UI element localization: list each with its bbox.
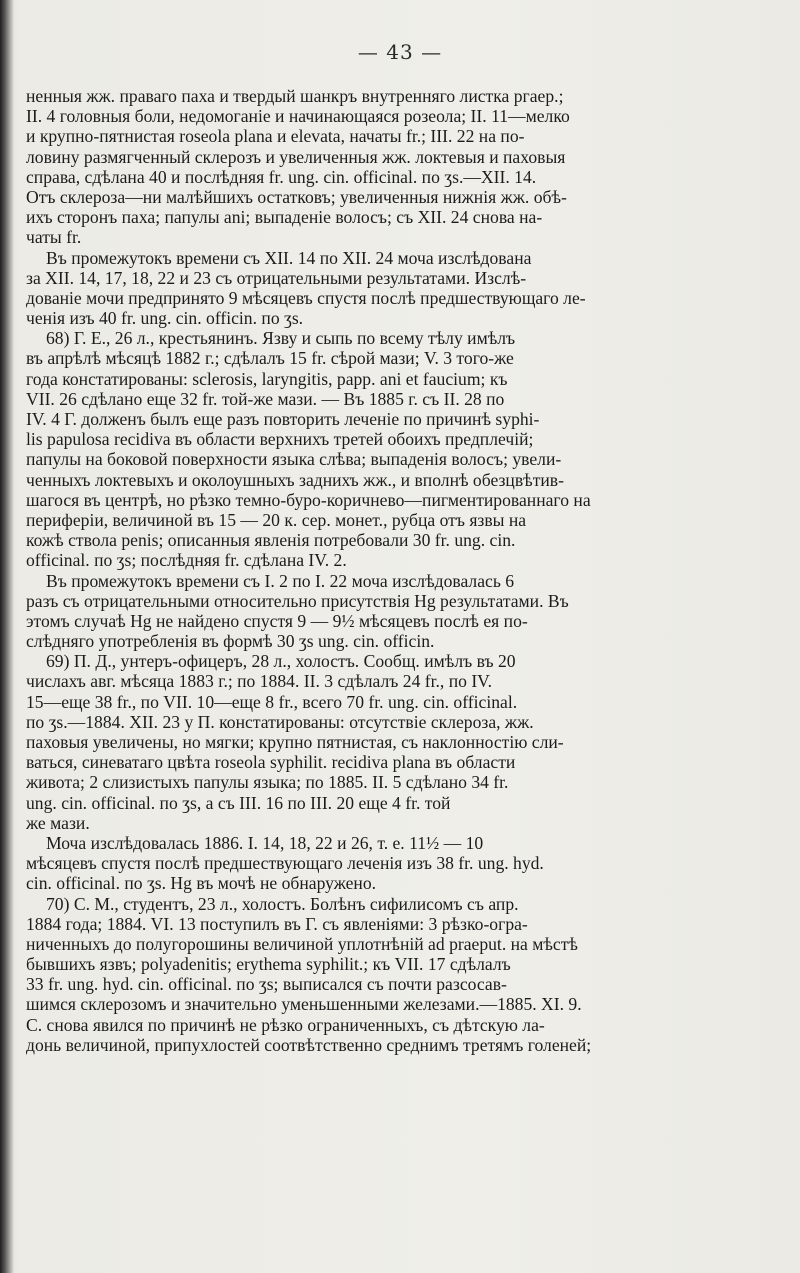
text-line: 69) П. Д., унтеръ-офицеръ, 28 л., холостъ. Сообщ. имѣлъ въ 20 [46, 651, 516, 672]
text-line: въ апрѣлѣ мѣсяцѣ 1882 г.; сдѣлалъ 15 fr. сѣрой мази; V. 3 того-же [26, 348, 514, 369]
page-number: — 43 — [357, 40, 443, 64]
text-line: Моча изслѣдовалась 1886. I. 14, 18, 22 и 26, т. е. 11½ — 10 [46, 832, 484, 853]
text-line: VII. 26 сдѣлано еще 32 fr. той-же мази. — Въ 1885 г. съ II. 28 по [26, 388, 505, 409]
text-line: lis papulosa recidiva въ области верхнихъ третей обоихъ предплечій; [26, 429, 534, 450]
text-line: ung. cin. officinal. по ʒs, а съ III. 16 по III. 20 еще 4 fr. той [26, 792, 451, 813]
text-line: дованіе мочи предпринято 9 мѣсяцевъ спустя послѣ предшествующаго ле- [26, 287, 586, 308]
text-line: ловину размягченный склерозъ и увеличенныя жж. локтевыя и паховыя [26, 146, 566, 167]
text-line: периферіи, величиной въ 15 — 20 к. сер. монет., рубца отъ язвы на [26, 509, 527, 530]
text-line: бывшихъ язвъ; polyadenitis; erythema syphilit.; къ VII. 17 сдѣлалъ [26, 954, 511, 975]
text-line: паховыя увеличены, но мягки; крупно пятнистая, съ наклонностію сли- [26, 732, 564, 752]
text-line: ниченныхъ до полугорошины величиной уплотнѣній ad praeput. на мѣстѣ [26, 933, 578, 954]
text-line: IV. 4 Г. долженъ былъ еще разъ повторить леченіе по причинѣ syphi- [26, 409, 540, 429]
text-line: донь величиной, припухлостей соотвѣтственно среднимъ третямъ голеней; [26, 1034, 592, 1055]
page-binding-edge [0, 0, 14, 1273]
text-line: Въ промежутокъ времени съ XII. 14 по XII. 24 моча изслѣдована [46, 247, 532, 268]
text-line: 70) С. М., студентъ, 23 л., холостъ. Болѣнъ сифилисомъ съ апр. [46, 893, 519, 914]
text-line: слѣдняго употребленія въ формѣ 30 ʒs ung. cin. officin. [26, 631, 435, 652]
text-line: 68) Г. Е., 26 л., крестьянинъ. Язву и сыпь по всему тѣлу имѣлъ [46, 328, 516, 349]
text-line: этомъ случаѣ Hg не найдено спустя 9 — 9½ мѣсяцевъ послѣ ея по- [26, 610, 528, 631]
text-line: officinal. по ʒs; послѣдняя fr. сдѣлана IV. 2. [26, 550, 347, 571]
text-line: ваться, синеватаго цвѣта roseola syphilit. recidiva plana въ области [26, 752, 516, 773]
text-line: ченныхъ локтевыхъ и околоушныхъ заднихъ жж., и вполнѣ обезцвѣтив- [26, 469, 564, 490]
text-line: за XII. 14, 17, 18, 22 и 23 съ отрицательными результатами. Изслѣ- [26, 267, 527, 288]
text-line: года констатированы: sclerosis, laryngitis, papp. ani et faucium; къ [26, 368, 508, 389]
text-line: ченія изъ 40 fr. ung. cin. officin. по ʒs. [26, 308, 304, 329]
body-text [26, 86, 772, 1055]
text-line: 1884 года; 1884. VI. 13 поступилъ въ Г. съ явленіями: 3 рѣзко-огра- [26, 913, 528, 934]
text-line: cin. officinal. по ʒs. Hg въ мочѣ не обнаружено. [26, 873, 377, 894]
text-line: 15—еще 38 fr., по VII. 10—еще 8 fr., всего 70 fr. ung. cin. officinal. [26, 691, 518, 712]
text-line: II. 4 головныя боли, недомоганіе и начинающаяся розеола; II. 11—мелко [26, 106, 570, 127]
text-line: разъ съ отрицательными относительно присутствія Hg результатами. Въ [26, 590, 569, 611]
text-line: числахъ авг. мѣсяца 1883 г.; по 1884. II. 3 сдѣлалъ 24 fr., по IV. [26, 671, 493, 692]
text-line: живота; 2 слизистыхъ папулы языка; по 1885. II. 5 сдѣлано 34 fr. [26, 772, 509, 793]
text-line: 33 fr. ung. hyd. cin. officinal. по ʒs; выписался съ почти разсосав- [26, 974, 507, 995]
text-line: мѣсяцевъ спустя послѣ предшествующаго леченія изъ 38 fr. ung. hyd. [26, 853, 544, 874]
text-line: Отъ склероза—ни малѣйшихъ остатковъ; увеличенныя нижнія жж. обѣ- [26, 186, 567, 207]
text-line: и крупно-пятнистая roseola plana и elevata, начаты fr.; III. 22 на по- [26, 126, 525, 147]
text-line: чаты fr. [26, 227, 82, 248]
text-line: справа, сдѣлана 40 и послѣдняя fr. ung. cin. officinal. по ʒs.—XII. 14. [26, 166, 537, 187]
text-line: кожѣ ствола penis; описанныя явленія потребовали 30 fr. ung. cin. [26, 530, 516, 551]
text-line: шагося въ центрѣ, но рѣзко темно-буро-коричнево—пигментированнаго на [26, 489, 591, 510]
text-line: ихъ сторонъ паха; папулы ani; выпаденіе волосъ; съ XII. 24 снова на- [26, 207, 543, 228]
text-line: ненныя жж. праваго паха и твердый шанкръ внутренняго листка ргаер.; [26, 86, 564, 106]
text-line: Въ промежутокъ времени съ I. 2 по I. 22 моча изслѣдовалась 6 [46, 570, 515, 591]
text-line: папулы на боковой поверхности языка слѣва; выпаденія волосъ; увели- [26, 449, 562, 470]
text-line: шимся склерозомъ и значительно уменьшенными железами.—1885. XI. 9. [26, 994, 582, 1015]
text-line: по ʒs.—1884. XII. 23 у П. констатированы: отсутствіе склероза, жж. [26, 711, 534, 732]
text-line: же мази. [26, 812, 90, 833]
text-line: С. снова явился по причинѣ не рѣзко ограниченныхъ, съ дѣтскую ла- [26, 1014, 545, 1035]
